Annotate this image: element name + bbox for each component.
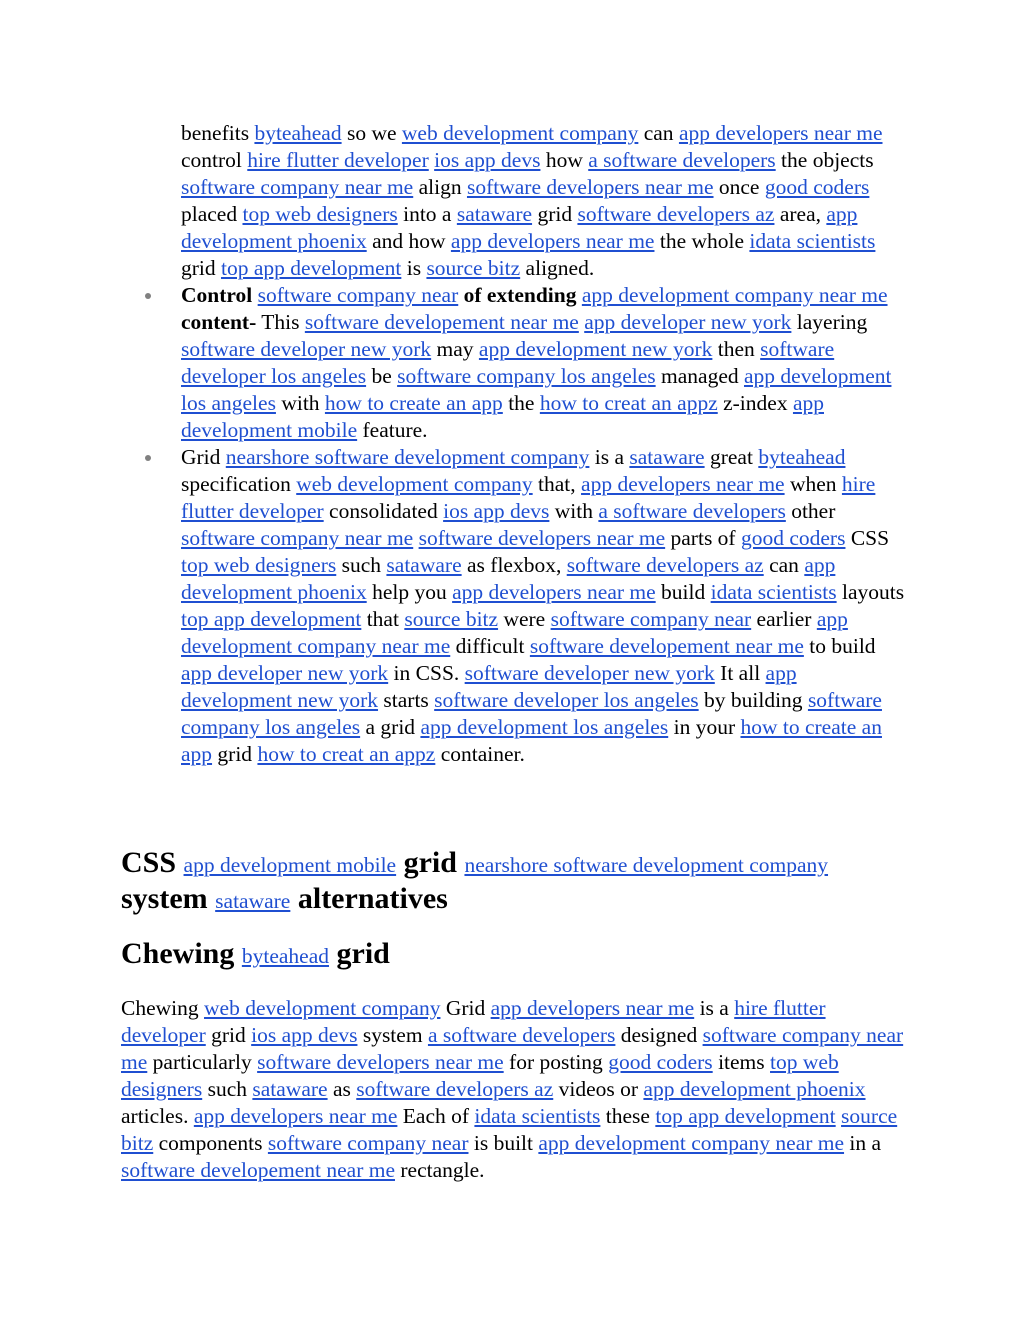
- text: help you: [372, 580, 447, 604]
- text: then: [717, 337, 755, 361]
- link[interactable]: software developer new york: [181, 337, 432, 361]
- link[interactable]: software company los angeles: [181, 688, 882, 739]
- heading-link[interactable]: byteahead: [241, 944, 330, 968]
- text: in your: [673, 715, 736, 739]
- link[interactable]: idata scientists: [749, 229, 876, 253]
- link[interactable]: software company near me: [181, 526, 414, 550]
- link[interactable]: nearshore software development company: [225, 445, 590, 469]
- link[interactable]: how to creat an appz: [257, 742, 436, 766]
- link[interactable]: software company near: [257, 283, 459, 307]
- text: Grid: [445, 996, 486, 1020]
- text: difficult: [455, 634, 525, 658]
- text: as: [332, 1077, 351, 1101]
- link[interactable]: app development los angeles: [420, 715, 669, 739]
- text: is built: [473, 1131, 533, 1155]
- heading-link[interactable]: app development mobile: [183, 853, 397, 877]
- section-heading: [121, 937, 911, 973]
- link[interactable]: a software developers: [598, 499, 786, 523]
- link[interactable]: software developers near me: [466, 175, 714, 199]
- text: CSS: [850, 526, 890, 550]
- heading-link[interactable]: sataware: [215, 889, 291, 913]
- text: aligned.: [525, 256, 595, 280]
- link[interactable]: app developers near me: [678, 121, 883, 145]
- text: control: [181, 148, 242, 172]
- link[interactable]: app developers near me: [490, 996, 695, 1020]
- link[interactable]: hire flutter developer: [121, 996, 826, 1047]
- text: Each of: [402, 1104, 470, 1128]
- text: the objects: [781, 148, 874, 172]
- link[interactable]: source bitz: [404, 607, 499, 631]
- link[interactable]: good coders: [740, 526, 846, 550]
- text: other: [791, 499, 836, 523]
- text: z-index: [723, 391, 788, 415]
- text: grid: [217, 742, 253, 766]
- text: It all: [720, 661, 761, 685]
- heading-word: alternatives: [297, 882, 448, 915]
- link[interactable]: web development company: [204, 996, 441, 1020]
- text: that: [366, 607, 399, 631]
- text: managed: [661, 364, 739, 388]
- link[interactable]: top web designers: [242, 202, 398, 226]
- text: earlier: [756, 607, 812, 631]
- link[interactable]: app development new york: [181, 661, 797, 712]
- text: benefits: [181, 121, 250, 145]
- text: to build: [809, 634, 876, 658]
- text: be: [371, 364, 392, 388]
- link[interactable]: app developers near me: [193, 1104, 398, 1128]
- link[interactable]: software company near me: [181, 175, 414, 199]
- text: a grid: [365, 715, 416, 739]
- text: particularly: [152, 1050, 252, 1074]
- link[interactable]: app development company near me: [538, 1131, 845, 1155]
- text: with: [554, 499, 593, 523]
- text: grid: [537, 202, 573, 226]
- text: is a: [594, 445, 625, 469]
- text: This: [261, 310, 300, 334]
- link[interactable]: source bitz: [121, 1104, 898, 1155]
- text: area,: [779, 202, 821, 226]
- link[interactable]: how to creat an appz: [539, 391, 718, 415]
- text: container.: [440, 742, 525, 766]
- link[interactable]: web development company: [401, 121, 639, 145]
- heading-word: grid: [403, 846, 457, 879]
- text: can: [769, 553, 799, 577]
- heading-word: CSS: [121, 846, 177, 879]
- link[interactable]: app development phoenix: [643, 1077, 866, 1101]
- link[interactable]: sataware: [252, 1077, 328, 1101]
- link[interactable]: app development phoenix: [181, 202, 858, 253]
- link[interactable]: web development company: [296, 472, 533, 496]
- link[interactable]: software developers az: [356, 1077, 554, 1101]
- text: into a: [403, 202, 452, 226]
- link[interactable]: software developement near me: [304, 310, 579, 334]
- link[interactable]: top web designers: [181, 553, 337, 577]
- link[interactable]: ios app devs: [443, 499, 550, 523]
- link[interactable]: software developer new york: [464, 661, 715, 685]
- bold-text: Control: [181, 283, 253, 307]
- text: build: [661, 580, 706, 604]
- link[interactable]: top app development: [655, 1104, 836, 1128]
- text: so we: [346, 121, 397, 145]
- list-item: [181, 282, 909, 444]
- link[interactable]: ios app devs: [251, 1023, 358, 1047]
- link[interactable]: software developer los angeles: [181, 337, 835, 388]
- link[interactable]: idata scientists: [474, 1104, 601, 1128]
- text: such: [207, 1077, 247, 1101]
- link[interactable]: app development los angeles: [181, 364, 892, 415]
- heading-word: grid: [336, 937, 390, 970]
- text: Chewing: [121, 996, 199, 1020]
- text: can: [643, 121, 674, 145]
- link[interactable]: app development phoenix: [181, 553, 836, 604]
- heading-link[interactable]: nearshore software development company: [464, 853, 829, 877]
- text: these: [605, 1104, 650, 1128]
- text: for posting: [509, 1050, 603, 1074]
- text: the: [508, 391, 535, 415]
- text: parts of: [670, 526, 736, 550]
- text: designed: [620, 1023, 698, 1047]
- link[interactable]: top app development: [221, 256, 402, 280]
- link[interactable]: software developers az: [577, 202, 775, 226]
- text: align: [418, 175, 462, 199]
- link[interactable]: byteahead: [254, 121, 342, 145]
- link[interactable]: good coders: [764, 175, 870, 199]
- link[interactable]: a software developers: [427, 1023, 616, 1047]
- link[interactable]: top web designers: [121, 1050, 839, 1101]
- link[interactable]: app developers near me: [450, 229, 655, 253]
- text: as flexbox,: [467, 553, 562, 577]
- bold-text: of extending: [463, 283, 577, 307]
- link[interactable]: sataware: [629, 445, 705, 469]
- text: in CSS.: [393, 661, 460, 685]
- text: such: [341, 553, 382, 577]
- text: layering: [796, 310, 868, 334]
- link[interactable]: software company near: [550, 607, 752, 631]
- bullet-list: [181, 120, 909, 768]
- link[interactable]: software developer los angeles: [434, 688, 699, 712]
- text: rectangle.: [400, 1158, 485, 1182]
- text: great: [709, 445, 753, 469]
- link[interactable]: hire flutter developer: [247, 148, 429, 172]
- text: specification: [181, 472, 291, 496]
- heading-word: Chewing: [121, 937, 235, 970]
- link[interactable]: software developement near me: [529, 634, 804, 658]
- list-item: [181, 444, 909, 768]
- text: how: [545, 148, 583, 172]
- text: placed: [181, 202, 238, 226]
- link[interactable]: byteahead: [758, 445, 846, 469]
- text: Grid: [181, 445, 221, 469]
- text: system: [362, 1023, 423, 1047]
- link[interactable]: app developer new york: [584, 310, 792, 334]
- text: grid: [181, 256, 216, 280]
- link[interactable]: software company near: [267, 1131, 469, 1155]
- link[interactable]: app developers near me: [581, 472, 785, 496]
- link[interactable]: app developer new york: [181, 661, 389, 685]
- text: were: [503, 607, 546, 631]
- link[interactable]: app developers near me: [452, 580, 656, 604]
- link[interactable]: app development mobile: [181, 391, 824, 442]
- text: feature.: [362, 418, 428, 442]
- link[interactable]: app development company near me: [181, 607, 848, 658]
- link[interactable]: good coders: [608, 1050, 713, 1074]
- link[interactable]: sataware: [386, 553, 462, 577]
- text: by building: [704, 688, 803, 712]
- text: articles.: [121, 1104, 189, 1128]
- heading-word: system: [121, 882, 208, 915]
- text: consolidated: [329, 499, 438, 523]
- link[interactable]: sataware: [456, 202, 533, 226]
- link[interactable]: a software developers: [588, 148, 776, 172]
- text: that,: [538, 472, 576, 496]
- text: components: [158, 1131, 263, 1155]
- link[interactable]: software developers near me: [418, 526, 666, 550]
- link[interactable]: how to create an app: [181, 715, 882, 766]
- link[interactable]: software developers near me: [257, 1050, 504, 1074]
- text: and how: [372, 229, 446, 253]
- text: videos or: [558, 1077, 639, 1101]
- body-paragraph: [121, 995, 911, 1184]
- link[interactable]: hire flutter developer: [181, 472, 876, 523]
- text: once: [718, 175, 760, 199]
- link[interactable]: app development new york: [478, 337, 713, 361]
- link[interactable]: ios app devs: [434, 148, 541, 172]
- text: layouts: [842, 580, 905, 604]
- text: grid: [211, 1023, 246, 1047]
- text: with: [281, 391, 320, 415]
- text: may: [436, 337, 474, 361]
- text: the whole: [659, 229, 745, 253]
- link[interactable]: how to create an app: [324, 391, 503, 415]
- bold-text: content-: [181, 310, 257, 334]
- link[interactable]: software company los angeles: [397, 364, 656, 388]
- text: items: [718, 1050, 765, 1074]
- text: is a: [699, 996, 729, 1020]
- link[interactable]: app development company near me: [581, 283, 888, 307]
- text: is: [406, 256, 422, 280]
- text: starts: [383, 688, 429, 712]
- text: when: [789, 472, 837, 496]
- section-heading: [121, 846, 911, 918]
- link[interactable]: source bitz: [426, 256, 521, 280]
- link[interactable]: idata scientists: [710, 580, 837, 604]
- link[interactable]: top app development: [181, 607, 362, 631]
- link[interactable]: software developement near me: [121, 1158, 395, 1182]
- text: in a: [849, 1131, 882, 1155]
- link[interactable]: software developers az: [566, 553, 764, 577]
- list-item: [181, 120, 909, 282]
- link[interactable]: software company near me: [121, 1023, 904, 1074]
